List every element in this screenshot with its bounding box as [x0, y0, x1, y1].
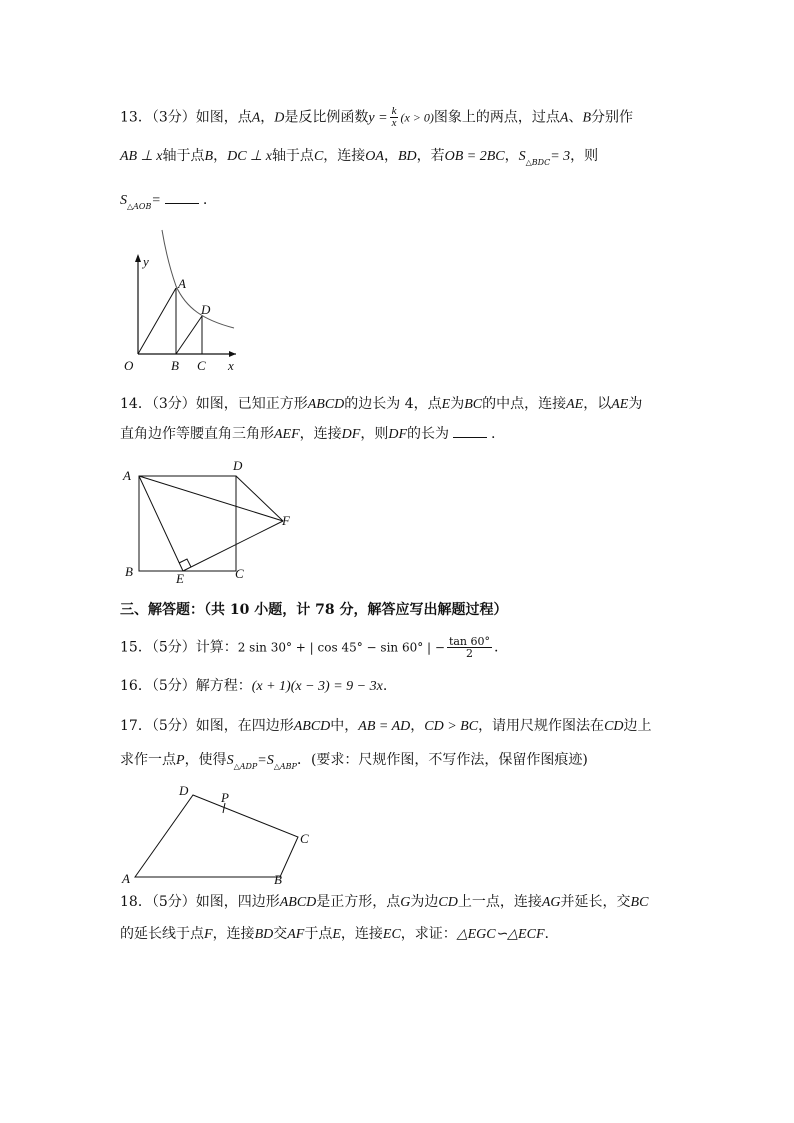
label-E: E	[176, 571, 184, 586]
segment-AF	[139, 476, 283, 521]
label-D: D	[233, 458, 243, 473]
label-B: B	[274, 872, 282, 887]
section-3-title: 三、解答题：（共 10 小题，计 78 分，解答应写出解题过程）	[120, 602, 508, 618]
q15-line: 15．（5分）计算：2 sin 30° + | cos 45° − sin 60° | − $\frac{\tan 60^\circ}{2}$ .	[120, 635, 499, 660]
q17-line1: 17．（5分）如图，在四边形ABCD中，AB = AD，CD > BC，请用尺规作图法在CD边上	[120, 718, 652, 734]
q18-line1: 18．（5分）如图，四边形ABCD是正方形，点G为边CD上一点，连接AG并延长，交BC	[120, 894, 649, 910]
answer-blank	[165, 191, 199, 204]
label-x: x	[228, 358, 234, 373]
label-B: B	[125, 564, 133, 579]
figure-17-quadrilateral	[118, 780, 318, 890]
x-axis-arrow	[229, 351, 236, 357]
q13-line1: 13．（3分）如图，点A，D是反比例函数y = $\frac{k}{x}$ (x > 0)图象上的两点，过点A、B分别作	[120, 105, 634, 129]
segment-AE	[139, 476, 183, 571]
label-A: A	[178, 276, 186, 291]
square-ABCD	[139, 476, 236, 571]
label-A: A	[123, 468, 131, 483]
q14-line2: 直角边作等腰直角三角形AEF，连接DF，则DF的长为 .	[120, 426, 496, 442]
figure-13-graph	[118, 228, 246, 378]
segment-EF	[183, 521, 283, 571]
q13-line3: $S_{\triangle AOB}=$ .	[120, 192, 208, 211]
q16-line: 16．（5分）解方程：(x + 1)(x − 3) = 9 − 3x.	[120, 678, 388, 694]
label-y: y	[143, 254, 149, 269]
segment-OA	[138, 288, 176, 354]
segment-DF	[236, 476, 283, 521]
label-F: F	[282, 513, 290, 528]
q18-line2: 的延长线于点F，连接BD交AF于点E，连接EC，求证：△EGC∽△ECF.	[120, 926, 549, 942]
label-P: P	[221, 790, 229, 805]
q14-line1: 14．（3分）如图，已知正方形ABCD的边长为 4，点E为BC的中点，连接AE，以AE为	[120, 396, 643, 412]
figure-14-square	[118, 456, 298, 586]
label-B: B	[171, 358, 179, 373]
y-axis-arrow	[135, 254, 141, 262]
label-O: O	[124, 358, 134, 373]
label-C: C	[235, 566, 244, 581]
label-D: D	[201, 302, 211, 317]
q17-line2: 求作一点P，使得$S_{\triangle ADP}=S_{\triangle ABP}$．(要求：尺规作图，不写作法，保留作图痕迹)	[120, 752, 588, 771]
fraction-tan60-over-2: $\frac{\tan 60^\circ}{2}$	[448, 635, 491, 660]
fraction-k-over-x: $\frac{k}{x}$	[391, 105, 397, 129]
label-C: C	[197, 358, 206, 373]
segment-BD	[176, 316, 202, 354]
q13-line2: AB ⊥ x轴于点B，DC ⊥ x轴于点C，连接OA，BD，若OB = 2BC，$S_{\triangle BDC}= 3$，则	[120, 148, 599, 167]
quadrilateral-ABCD	[135, 795, 298, 877]
hyperbola-curve	[162, 230, 234, 328]
answer-blank	[453, 425, 487, 438]
label-C: C	[300, 831, 309, 846]
label-A: A	[122, 871, 130, 886]
label-D: D	[179, 783, 189, 798]
